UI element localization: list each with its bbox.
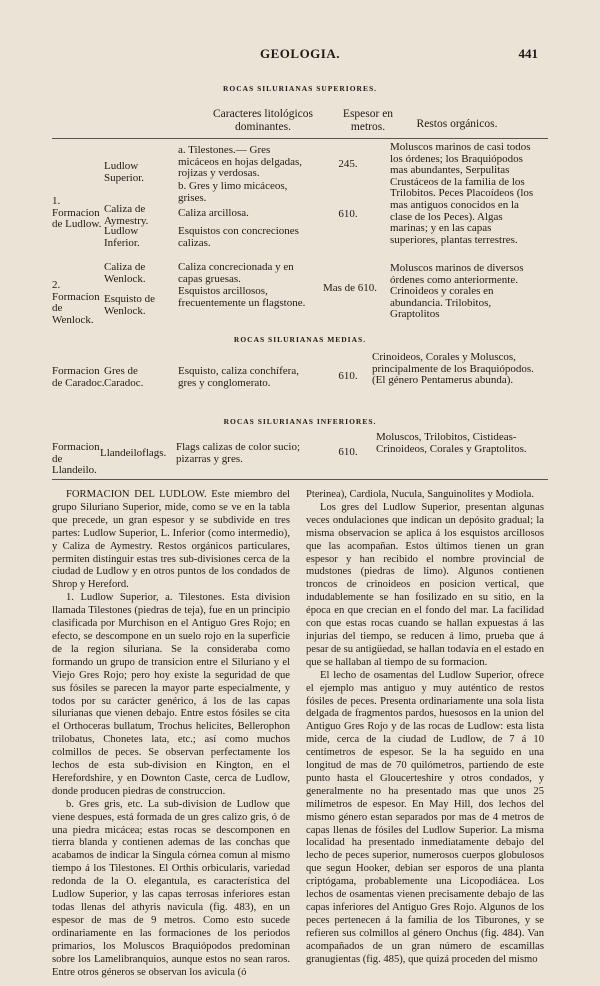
page-header: [0, 46, 600, 66]
lith-ludlow-caliza: Caliza arcillosa.: [178, 207, 249, 219]
paragraph: 1. Ludlow Superior, a. Tilestones. Esta division llamada Tilestones (piedras de teja), fue en un principio clasificada por Murchison en el Antiguo Gres Rojo; en efecto, se descompone en un suelo rojo en la superficie de la region siluriana. Se la consideraba como formando un grupo de transicion entre el Siluriano y el Viejo Gres Rojo; pero hoy existe la seguridad de que sus fósiles se parecen la mayor parte especialmente, y todos por su carácter genérico, á los de las capas silurianas que vienen debajo. Entre estos fósiles se cita el Orthoceras bullatum, Trochus helicites, Bellerophon trilobatus, Chonetes lata, etc.; así como muchos colmillos de peces. Se observan perfectamente los lechos de esta sub-division en Kington, en el Herefordshire, y en Downton Caste, cerca de Ludlow, donde producen piedras de construccion.: [52, 592, 290, 797]
section-title-medias: ROCAS SILURIANAS MEDIAS.: [233, 335, 367, 344]
column-header-espesor: Espesor en metros.: [342, 108, 394, 133]
formation-caradoc: Formacion de Caradoc.: [52, 365, 105, 389]
paragraph: Pterinea), Cardiola, Nucula, Sanguinolites y Modiola.: [306, 489, 535, 500]
thickness-ludlow-1: 245.: [338, 158, 358, 170]
left-column: [52, 489, 290, 979]
thickness-wenlock: Mas de 610.: [322, 282, 378, 294]
column-header-caracteres: Caracteres litológicos dominantes.: [213, 108, 313, 133]
right-column: [306, 489, 544, 967]
lith-wenlock-2: Esquistos arcillosos, frecuentemente un flagstone.: [178, 285, 306, 309]
formation-ludlow: 1. Formacion de Ludlow.: [52, 195, 102, 231]
column-header-restos: Restos orgánicos.: [416, 118, 498, 130]
fossils-caradoc: Crinoideos, Corales y Moluscos, principalmente de los Braquiópodos. (El género Pentamerus abunda).: [372, 351, 534, 387]
fossils-wenlock: Moluscos marinos de diversos órdenes como anteriormente. Crinoideos y corales en abundancia. Trilobitos, Graptolitos: [390, 262, 524, 321]
table-bottom-rule: [52, 479, 548, 480]
sub-gres-caradoc: Gres de Caradoc.: [104, 365, 144, 389]
table-rule: [52, 138, 548, 139]
lith-wenlock-1: Caliza concrecionada y en capas gruesas.: [178, 261, 294, 285]
paragraph: Los gres del Ludlow Superior, presentan algunas veces ondulaciones que indican un depósito gradual; la misma observacion se aplica á los esquistos arcillosos que las acompañan. Estos últimos tienen un gran espesor y han recibido el nombre provincial de mudstones (piedras de limo). Algunos contienen troncos de crinoideos en posicion vertical, que indudablemente se han fosilizado en su sitio, en la época en que crecian en el fondo del mar. La facilidad con que estas rocas cuando se hallan expuestas á las injurias del tiempo, se reducen á limo, prueba que á pesar de su antigüedad, se hallan todavía en el estado en que se hallaban al tiempo de su formacion.: [306, 501, 544, 668]
section-title-superiores: ROCAS SILURIANAS SUPERIORES.: [222, 84, 378, 93]
sub-esquisto-wenlock: Esquisto de Wenlock.: [104, 293, 156, 317]
lith-ludlow-esquistos: Esquistos con concreciones calizas.: [178, 225, 299, 249]
formation-wenlock: 2. Formacion de Wenlock.: [52, 279, 100, 326]
sub-ludlow-inferior: Ludlow Inferior.: [104, 225, 140, 249]
page-number: 441: [518, 46, 538, 61]
running-title: GEOLOGIA.: [260, 46, 340, 61]
thickness-llandeilo: 610.: [338, 446, 358, 458]
sub-caliza-aymestry: Caliza de Aymestry.: [104, 203, 149, 227]
sub-caliza-wenlock: Caliza de Wenlock.: [104, 261, 146, 285]
lith-caradoc: Esquisto, caliza conchífera, gres y conglomerato.: [178, 365, 299, 389]
sub-ludlow-superior: Ludlow Superior.: [104, 160, 145, 184]
fossils-ludlow: Moluscos marinos de casi todos los órdenes; los Braquiópodos mas abundantes, Serpulitas Crustáceos de la familia de los Trilobitos. Peces Placoídeos (los mas antiguos conocidos en la clase de los Peces). Algas marinas; y en las capas superiores, plantas terrestres.: [390, 141, 534, 246]
lith-ludlow-b: b. Gres y limo micáceos, grises.: [178, 180, 288, 204]
paragraph: FORMACION DEL LUDLOW. Este miembro del grupo Siluriano Superior, mide, como se ve en la tabla que precede, un gran espesor y se subdivide en tres partes: Ludlow Superior, L. Inferior (como intermedio), y Caliza de Aymestry. Restos orgánicos particulares, permiten distinguir estas tres sub-divisiones cerca de la ciudad de Ludlow y en otros puntos de los condados de Shrop y Hereford.: [52, 489, 290, 591]
sub-llandeilo-flags: Llandeiloflags.: [100, 447, 167, 459]
section-title-inferiores: ROCAS SILURIANAS INFERIORES.: [223, 417, 377, 426]
lith-llandeilo: Flags calizas de color sucio; pizarras y gres.: [176, 441, 301, 465]
thickness-ludlow-2: 610.: [338, 208, 358, 220]
paragraph: El lecho de osamentas del Ludlow Superior, ofrece el ejemplo mas antiguo y muy auténtico de restos fósiles de peces. Presenta ordinariamente una sola lista delgada de fragmentos pardos, huesosos en la union del Antiguo Gres Rojo y de las rocas de Ludlow: esta lista mide, cerca de la ciudad de Ludlow, de 7 á 10 centímetros de espesor. Se la ha seguido en una longitud de mas de 70 quilómetros, partiendo de este punto hasta el Gloucerteshire y otros condados, y generalmente no ha presentado mas que unos 25 milímetros de espesor. En May Hill, dos lechos del mismo género estan separados por mas de 4 metros de capas llenas de fósiles del Ludlow Superior. La misma localidad ha presentado inmediatamente debajo del lecho de peces superior, numerosos cuerpos globulosos que segun Hooker, debian ser esporos de una planta criptógama, probablemente una Licopodiácea. Los lechos de osamentas vienen precisamente debajo de las capas inferiores del Antiguo Gres Rojo. Algunos de los peces pertenecen á la familia de los Tiburones, y se refieren sus colmillos al género Onchus (fig. 484). Van acompañados de un gran número de escamillas granugientas (fig. 485), que quizá proceden del mismo: [306, 669, 544, 965]
fossils-llandeilo: Moluscos, Trilobitos, Cistideas-Crinoideos, Corales y Graptolitos.: [376, 431, 527, 455]
paragraph: b. Gres gris, etc. La sub-division de Ludlow que viene despues, está formada de un gres calizo gris, ó de una piedra micácea; estas rocas se descomponen en tierra blanda y contienen ademas de las conchas que acabamos de indicar la Singula córnea comun al mismo tiempo á los Tilestones. El Orthis orbicularis, variedad redonda de la O. elegantula, es característica del Ludlow Superior, y las capas terrosas inferiores estan todas llenas del athyris navicula (fig. 483), en un espesor de mas de 9 metros. Como esto sucede ordinariamente en las formaciones de los periodos primarios, los Moluscos Braquiópodos predominan sobre los Lamelibranquios, aunque estos no sean raros. Entre otros géneros se observan los avicula (ó: [52, 798, 290, 978]
thickness-caradoc: 610.: [338, 370, 358, 382]
lith-ludlow-a: a. Tilestones.— Gres micáceos en hojas delgadas, rojizas y verdosas.: [178, 144, 303, 180]
formation-llandeilo: Formacion de Llandeilo.: [52, 441, 100, 477]
